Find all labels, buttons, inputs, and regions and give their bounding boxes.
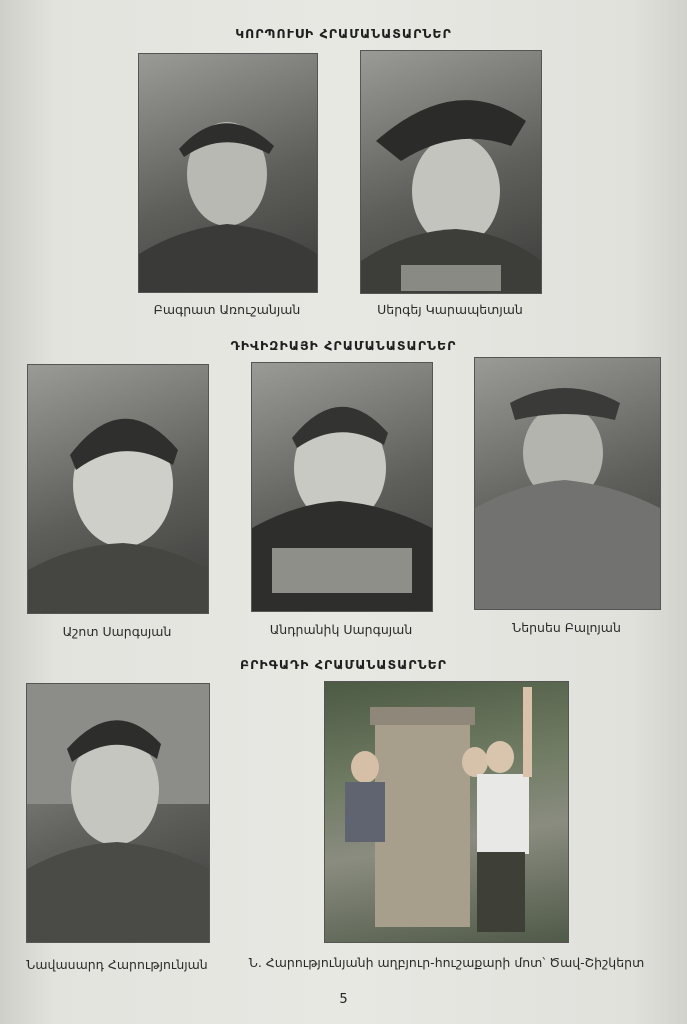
- page-number: 5: [339, 992, 348, 1007]
- section-heading-division: ԴԻՎԻԶԻԱՅԻ ՀՐԱՄԱՆԱՏԱՐՆԵՐ: [230, 338, 457, 353]
- portrait-photo: [251, 362, 433, 612]
- photo-caption: Բագրատ Առուշանյան: [153, 302, 301, 317]
- photo-caption: Սերգեյ Կարապետյան: [377, 302, 523, 317]
- photo-caption: Ներսես Բալոյան: [512, 620, 621, 635]
- photo-caption: Ն. Հարությունյանի աղբյուր-հուշաքարի մոտ՝ Ծավ-Շիշկերտ: [248, 955, 645, 970]
- section-heading-corps: ԿՈՐՊՈՒՍԻ ՀՐԱՄԱՆԱՏԱՐՆԵՐ: [235, 26, 452, 41]
- portrait-photo: [27, 364, 209, 614]
- photo-caption: Անդրանիկ Սարգսյան: [269, 622, 413, 637]
- section-heading-brigade: ԲՐԻԳԱԴԻ ՀՐԱՄԱՆԱՏԱՐՆԵՐ: [240, 657, 447, 672]
- portrait-photo: [26, 683, 210, 943]
- portrait-photo: [138, 53, 318, 293]
- photo-caption: Աշոտ Սարգսյան: [62, 624, 172, 639]
- portrait-photo: [360, 50, 542, 294]
- photo-caption: Նավասարդ Հարությունյան: [26, 957, 208, 972]
- memorial-photo: [324, 681, 569, 943]
- portrait-photo: [474, 357, 661, 610]
